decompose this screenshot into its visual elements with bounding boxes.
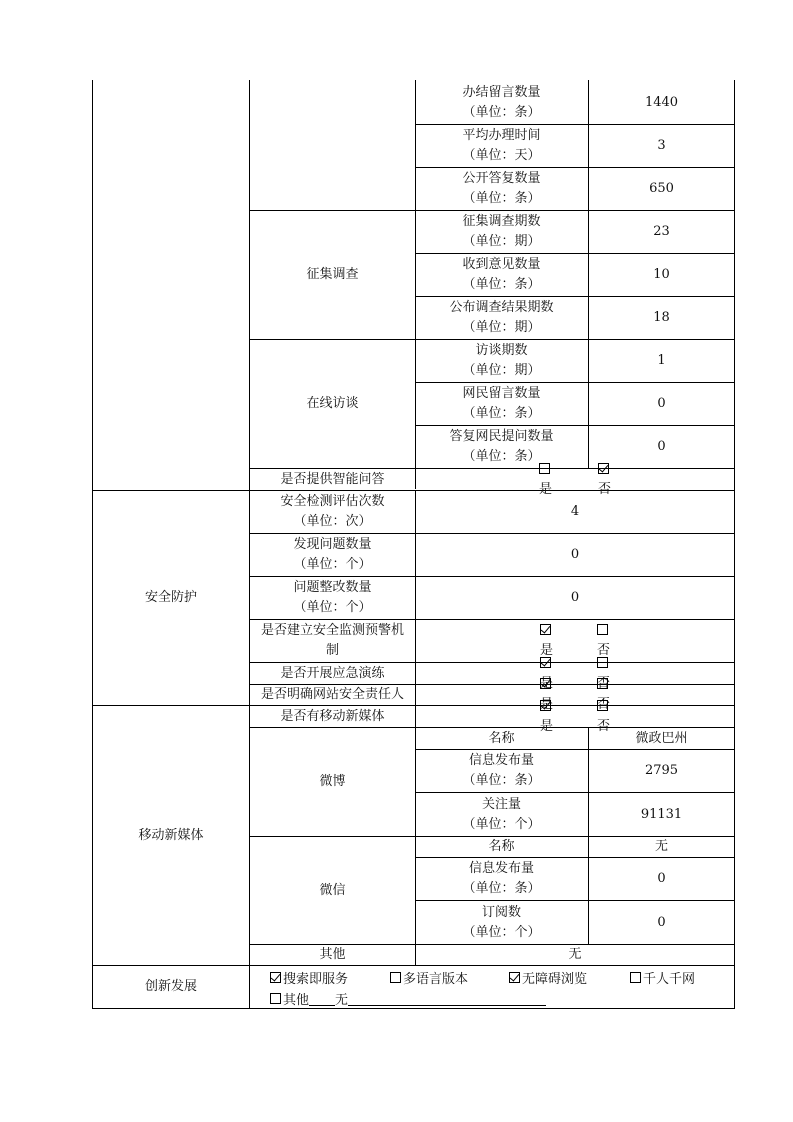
value-cell (589, 383, 734, 425)
checkbox-multilingual[interactable] (390, 972, 401, 983)
label-cell (415, 168, 588, 210)
metric-label: 公开答复数量 (462, 171, 541, 186)
security-title: 安全防护 (144, 590, 197, 605)
label-cell (415, 793, 588, 836)
metric-unit: （单位：次） (293, 514, 372, 529)
option-yes[interactable]: 是 (540, 621, 553, 661)
innovation-option[interactable]: 千人千网 (630, 966, 695, 988)
checkbox-no[interactable] (598, 463, 609, 474)
value-cell (589, 340, 734, 382)
value-cell (589, 750, 734, 792)
metric-label: 办结留言数量 (462, 84, 541, 100)
checkbox-no[interactable] (597, 624, 608, 635)
value-cell (589, 125, 734, 167)
metric-unit: （单位：期） (462, 234, 541, 249)
metric-label: 平均办理时间 (462, 128, 541, 143)
label-cell (415, 81, 588, 124)
metric-value: 0 (657, 871, 666, 886)
smart-qa-options (416, 469, 734, 497)
smart-qa-label: 是否提供智能问答 (280, 471, 385, 487)
check-label: 是否明确网站安全责任人 (260, 687, 404, 702)
metric-value: 2795 (644, 763, 679, 778)
metric-label: 信息发布量 (468, 753, 534, 768)
value-cell (589, 297, 734, 339)
check-options (416, 620, 734, 662)
label-cell (415, 901, 588, 944)
metric-unit: （单位：条） (462, 449, 541, 464)
metric-value: 1440 (644, 94, 679, 110)
metric-label: 网民留言数量 (462, 386, 541, 401)
weibo-name: 微政巴州 (635, 730, 688, 746)
metric-label: 答复网民提问数量 (449, 429, 554, 444)
option-no[interactable]: 否 (597, 654, 610, 694)
metric-label: 征集调查期数 (462, 214, 541, 229)
label-cell (415, 340, 588, 382)
name-label: 名称 (488, 730, 515, 746)
option-yes[interactable]: 是 (540, 675, 553, 715)
wechat-name: 无 (654, 839, 668, 854)
metric-value: 0 (570, 547, 580, 562)
value-cell (416, 577, 734, 619)
label-cell (415, 125, 588, 167)
interview-title: 在线访谈 (306, 396, 359, 411)
check-label: 是否建立安全监测预警机 制 (260, 623, 404, 658)
metric-unit: （单位：条） (462, 191, 541, 206)
weibo-title: 微博 (319, 774, 346, 789)
metric-unit: （单位：条） (462, 773, 541, 788)
value-cell (589, 858, 734, 900)
value-cell (589, 211, 734, 253)
blank-line (309, 991, 335, 1006)
value-cell (416, 534, 734, 576)
metric-unit: （单位：条） (462, 104, 541, 120)
option-no[interactable]: 否 (597, 697, 610, 737)
innovation-title: 创新发展 (144, 979, 197, 994)
metric-unit: （单位：期） (462, 320, 541, 335)
checkbox-yes[interactable] (540, 624, 551, 635)
other-label: 其他 (319, 947, 346, 962)
label-cell (250, 534, 415, 576)
label-cell (250, 577, 415, 619)
wechat-title: 微信 (319, 882, 346, 898)
checkbox-no[interactable] (597, 657, 608, 668)
checkbox-no[interactable] (597, 700, 608, 711)
metric-unit: （单位：个） (462, 924, 541, 940)
metric-label: 关注量 (481, 796, 521, 812)
value-cell (416, 491, 734, 533)
label-cell (415, 383, 588, 425)
has-mobile-options (416, 706, 734, 734)
mobile-title: 移动新媒体 (138, 827, 204, 843)
innovation-option[interactable]: 多语言版本 (390, 966, 468, 988)
checkbox-yes[interactable] (539, 463, 550, 474)
option-no[interactable]: 否 (597, 621, 610, 661)
metric-value: 3 (657, 138, 666, 153)
metric-label: 公布调查结果期数 (449, 300, 554, 315)
label-cell (415, 211, 588, 253)
other-value: 无 (568, 947, 582, 962)
value-cell (589, 254, 734, 296)
metric-value: 4 (570, 504, 580, 519)
checkbox-accessibility[interactable] (509, 972, 520, 983)
metric-unit: （单位：条） (462, 881, 541, 896)
checkbox-yes[interactable] (540, 657, 551, 668)
checkbox-no[interactable] (597, 678, 608, 689)
innovation-other: 其他 无 (270, 987, 546, 1009)
label-cell (415, 426, 588, 468)
metric-unit: （单位：个） (293, 557, 372, 572)
value-cell (589, 901, 734, 944)
metric-value: 650 (649, 181, 674, 196)
metric-value: 23 (653, 224, 670, 239)
metric-label: 访谈期数 (475, 343, 528, 358)
option-no[interactable]: 否 (598, 460, 611, 500)
metric-unit: （单位：期） (462, 363, 541, 378)
metric-value: 0 (657, 396, 666, 411)
option-yes[interactable]: 是 (540, 654, 553, 694)
label-cell (415, 750, 588, 792)
label-cell (415, 858, 588, 900)
metric-value: 1 (657, 353, 666, 368)
label-cell (250, 491, 415, 533)
innovation-option[interactable]: 无障碍浏览 (509, 966, 587, 988)
metric-value: 10 (653, 267, 670, 282)
label-cell (415, 254, 588, 296)
checkbox-search-service[interactable] (270, 972, 281, 983)
check-options (416, 663, 734, 691)
metric-label: 发现问题数量 (293, 537, 372, 552)
metric-value: 91131 (640, 806, 683, 822)
metric-label: 安全检测评估次数 (280, 494, 385, 509)
check-options (416, 685, 734, 712)
metric-value: 0 (570, 590, 580, 605)
innovation-option[interactable]: 搜索即服务 (270, 966, 348, 988)
metric-unit: （单位：条） (462, 406, 541, 421)
metric-unit: （单位：天） (462, 148, 541, 163)
metric-label: 订阅数 (481, 904, 521, 920)
option-yes[interactable]: 是 (539, 460, 552, 500)
metric-label: 收到意见数量 (462, 257, 541, 272)
checkbox-yes[interactable] (540, 678, 551, 689)
check-label: 是否开展应急演练 (280, 665, 385, 681)
metric-label: 信息发布量 (468, 861, 534, 876)
name-label: 名称 (488, 839, 515, 854)
value-cell (589, 168, 734, 210)
metric-label: 问题整改数量 (293, 580, 372, 595)
option-no[interactable]: 否 (597, 675, 610, 715)
survey-title: 征集调查 (306, 267, 359, 282)
checkbox-personalized[interactable] (630, 972, 641, 983)
checkbox-yes[interactable] (540, 700, 551, 711)
metric-value: 0 (657, 439, 666, 454)
blank-line (348, 991, 546, 1006)
metric-unit: （单位：个） (293, 600, 372, 615)
metric-value: 18 (653, 310, 670, 325)
value-cell (589, 81, 734, 124)
other-text: 无 (335, 992, 349, 1008)
option-yes[interactable]: 是 (540, 697, 553, 737)
checkbox-other[interactable] (270, 993, 281, 1004)
label-cell (415, 297, 588, 339)
metric-unit: （单位：个） (462, 816, 541, 832)
value-cell (589, 793, 734, 836)
has-mobile-label: 是否有移动新媒体 (280, 708, 385, 724)
metric-value: 0 (657, 914, 666, 930)
rule (734, 80, 735, 1008)
metric-unit: （单位：条） (462, 277, 541, 292)
